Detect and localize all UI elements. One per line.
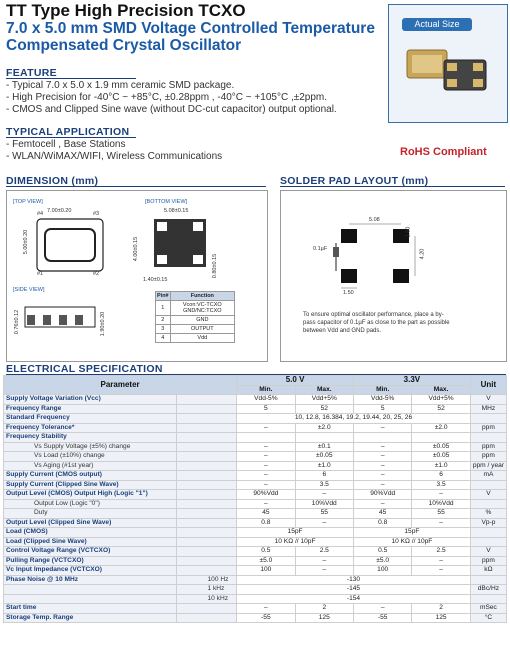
value-cell: – bbox=[353, 423, 411, 433]
side-total-dim: 1.90±0.20 bbox=[100, 311, 107, 337]
unit-cell: MHz bbox=[470, 404, 506, 414]
table-row bbox=[4, 490, 507, 500]
param-cell: Vs Load (±10%) change bbox=[4, 452, 177, 462]
value-cell: – bbox=[353, 604, 411, 614]
unit-cell: V bbox=[470, 490, 506, 500]
pin-table bbox=[155, 291, 235, 343]
param-cell: Supply Voltage Variation (Vcc) bbox=[4, 395, 177, 405]
unit-cell bbox=[470, 537, 506, 547]
value-cell: – bbox=[353, 480, 411, 490]
table-row bbox=[4, 461, 507, 471]
value-cell: – bbox=[237, 442, 295, 452]
param-cell: Supply Current (Clipped Sine Wave) bbox=[4, 480, 177, 490]
table-row bbox=[4, 442, 507, 452]
value-cell: ±0.05 bbox=[295, 452, 353, 462]
value-cell: 90%Vdd bbox=[353, 490, 411, 500]
param-cell: Supply Current (CMOS output) bbox=[4, 471, 177, 481]
param-cell bbox=[177, 471, 237, 481]
unit-cell: mSec bbox=[470, 604, 506, 614]
param-cell bbox=[177, 547, 237, 557]
value-cell: – bbox=[237, 423, 295, 433]
value-cell: – bbox=[237, 452, 295, 462]
feature-heading: FEATURE bbox=[6, 67, 57, 79]
value-cell: ±1.0 bbox=[295, 461, 353, 471]
bottom-pad2-dim: 0.80±0.15 bbox=[212, 253, 219, 279]
table-row bbox=[4, 404, 507, 414]
spec-body bbox=[4, 395, 507, 623]
unit-cell bbox=[470, 528, 506, 538]
param-cell bbox=[177, 528, 237, 538]
param-cell bbox=[177, 395, 237, 405]
value-cell: ±2.0 bbox=[412, 423, 470, 433]
param-cell bbox=[177, 613, 237, 623]
pin-cell: 4 bbox=[156, 334, 171, 343]
value-cell bbox=[237, 433, 295, 443]
value-cell: 55 bbox=[412, 509, 470, 519]
table-row bbox=[4, 613, 507, 623]
value-cell: 125 bbox=[295, 613, 353, 623]
unit-cell bbox=[470, 433, 506, 443]
param-cell: Start time bbox=[4, 604, 177, 614]
param-cell: Frequency Range bbox=[4, 404, 177, 414]
value-cell: – bbox=[412, 556, 470, 566]
unit-cell: ppm bbox=[470, 452, 506, 462]
param-cell: Duty bbox=[4, 509, 177, 519]
param-cell bbox=[177, 604, 237, 614]
function-head: Function bbox=[170, 292, 234, 301]
value-cell: – bbox=[295, 566, 353, 576]
feature-item: - High Precision for -40°C ~ +85°C, ±0.28ppm , -40°C ~ +105°C ,±2ppm. bbox=[6, 92, 328, 103]
max-header: Max. bbox=[412, 385, 470, 395]
value-cell: 2 bbox=[295, 604, 353, 614]
application-item: - Femtocell , Base Stations bbox=[6, 139, 126, 150]
table-row bbox=[4, 518, 507, 528]
param-cell bbox=[177, 433, 237, 443]
param-cell bbox=[177, 518, 237, 528]
capacitor-label: 0.1µF bbox=[313, 246, 328, 252]
param-cell bbox=[177, 509, 237, 519]
max-header: Max. bbox=[295, 385, 353, 395]
value-cell: ±5.0 bbox=[237, 556, 295, 566]
value-cell: 5 bbox=[237, 404, 295, 414]
bottom-pad-dim: 1.40±0.15 bbox=[143, 277, 168, 283]
value-cell: – bbox=[237, 471, 295, 481]
value-cell: – bbox=[295, 518, 353, 528]
value-cell: 2.5 bbox=[295, 547, 353, 557]
value-cell: -145 bbox=[237, 585, 471, 595]
value-cell: ±1.0 bbox=[412, 461, 470, 471]
value-cell: Vdd-5% bbox=[237, 395, 295, 405]
page-title: TT Type High Precision TCXO bbox=[6, 1, 246, 20]
param-header: Parameter bbox=[4, 376, 237, 395]
function-cell: OUTPUT bbox=[170, 325, 234, 334]
table-row bbox=[4, 509, 507, 519]
unit-cell bbox=[470, 480, 506, 490]
bottom-view-label: [BOTTOM VIEW] bbox=[145, 199, 188, 205]
pin-cell: 1 bbox=[156, 301, 171, 316]
table-row bbox=[4, 594, 507, 604]
dimension-panel bbox=[6, 190, 268, 362]
dimension-heading: DIMENSION (mm) bbox=[6, 175, 99, 187]
actual-size-badge: Actual Size bbox=[402, 18, 472, 31]
table-row bbox=[4, 433, 507, 443]
value-cell: 2 bbox=[412, 604, 470, 614]
table-row bbox=[4, 423, 507, 433]
v5-header: 5.0 V bbox=[237, 376, 354, 386]
value-cell: 15pF bbox=[353, 528, 470, 538]
value-cell: – bbox=[412, 566, 470, 576]
param-cell bbox=[4, 585, 177, 595]
param-cell: 100 Hz bbox=[177, 575, 237, 585]
value-cell: 10 KΩ // 10pF bbox=[353, 537, 470, 547]
table-row bbox=[4, 480, 507, 490]
param-cell: Vs Supply Voltage (±5%) change bbox=[4, 442, 177, 452]
value-cell: – bbox=[353, 442, 411, 452]
value-cell: -55 bbox=[237, 613, 295, 623]
pin-cell: 3 bbox=[156, 325, 171, 334]
electrical-heading: ELECTRICAL SPECIFICATION bbox=[6, 363, 163, 375]
value-cell: – bbox=[237, 480, 295, 490]
param-cell bbox=[177, 480, 237, 490]
table-row bbox=[4, 499, 507, 509]
function-cell: Vdd bbox=[170, 334, 234, 343]
value-cell: 10 KΩ // 10pF bbox=[237, 537, 354, 547]
table-row bbox=[4, 452, 507, 462]
param-cell: Phase Noise @ 10 MHz bbox=[4, 575, 177, 585]
value-cell: 2.5 bbox=[412, 547, 470, 557]
value-cell: – bbox=[237, 461, 295, 471]
value-cell: 52 bbox=[412, 404, 470, 414]
solder-note: To ensure optimal oscillator performance, place a by-pass capacitor of 0.1µF as close to the part as possible between Vdd and GND pads. bbox=[303, 312, 450, 334]
value-cell: – bbox=[353, 471, 411, 481]
value-cell: 52 bbox=[295, 404, 353, 414]
value-cell bbox=[295, 433, 353, 443]
param-cell: Control Voltage Range (VCTCXO) bbox=[4, 547, 177, 557]
bottom-height-dim: 4.00±0.15 bbox=[133, 236, 140, 262]
function-cell: Vcon:VC-TCXO GND/NC:TCXO bbox=[170, 301, 234, 316]
side-height-dim: 0.76±0.12 bbox=[14, 309, 21, 335]
rohs-compliant: RoHS Compliant bbox=[400, 146, 487, 158]
value-cell: – bbox=[353, 452, 411, 462]
solder-height-dim: 4.20 bbox=[419, 248, 426, 260]
param-cell: Vc Input Impedance (VCTCXO) bbox=[4, 566, 177, 576]
value-cell: – bbox=[412, 518, 470, 528]
value-cell: 10, 12.8, 16.384, 19.2, 19.44, 20, 25, 26 bbox=[237, 414, 471, 424]
table-row bbox=[4, 528, 507, 538]
dimension-underline bbox=[6, 186, 266, 187]
value-cell: 10%Vdd bbox=[412, 499, 470, 509]
param-cell: Frequency Stability bbox=[4, 433, 177, 443]
pin-3-label: #3 bbox=[93, 211, 100, 217]
param-cell bbox=[177, 499, 237, 509]
value-cell: 0.8 bbox=[237, 518, 295, 528]
param-cell: Pulling Range (VCTCXO) bbox=[4, 556, 177, 566]
unit-cell: Vp-p bbox=[470, 518, 506, 528]
unit-header: Unit bbox=[470, 376, 506, 395]
solder-width-dim: 5.08 bbox=[369, 217, 380, 223]
electrical-spec-table bbox=[3, 375, 507, 623]
unit-cell: dBc/Hz bbox=[470, 585, 506, 595]
unit-cell: ppm bbox=[470, 556, 506, 566]
param-cell: 10 kHz bbox=[177, 594, 237, 604]
v33-header: 3.3V bbox=[353, 376, 470, 386]
pin-4-label: #4 bbox=[37, 211, 44, 217]
unit-cell: kΩ bbox=[470, 566, 506, 576]
solder-heading: SOLDER PAD LAYOUT (mm) bbox=[280, 175, 429, 187]
value-cell bbox=[412, 433, 470, 443]
param-cell bbox=[4, 594, 177, 604]
value-cell bbox=[353, 433, 411, 443]
min-header: Min. bbox=[353, 385, 411, 395]
value-cell: 100 bbox=[237, 566, 295, 576]
value-cell: 0.8 bbox=[353, 518, 411, 528]
unit-cell bbox=[470, 575, 506, 585]
param-cell: Storage Temp. Range bbox=[4, 613, 177, 623]
value-cell: 45 bbox=[353, 509, 411, 519]
value-cell: 10%Vdd bbox=[295, 499, 353, 509]
value-cell: 3.5 bbox=[295, 480, 353, 490]
value-cell: 0.5 bbox=[353, 547, 411, 557]
param-cell: 1 kHz bbox=[177, 585, 237, 595]
table-row bbox=[4, 556, 507, 566]
table-row bbox=[4, 604, 507, 614]
value-cell: ±5.0 bbox=[353, 556, 411, 566]
value-cell: 6 bbox=[295, 471, 353, 481]
feature-underline bbox=[6, 78, 136, 79]
param-cell: Output Low (Logic "0") bbox=[4, 499, 177, 509]
unit-cell: °C bbox=[470, 613, 506, 623]
table-row bbox=[4, 471, 507, 481]
value-cell: ±0.1 bbox=[295, 442, 353, 452]
value-cell: ±2.0 bbox=[295, 423, 353, 433]
function-cell: GND bbox=[170, 316, 234, 325]
value-cell: 45 bbox=[237, 509, 295, 519]
unit-cell: V bbox=[470, 547, 506, 557]
min-header: Min. bbox=[237, 385, 295, 395]
param-cell bbox=[177, 442, 237, 452]
param-cell: Frequency Tolerance* bbox=[4, 423, 177, 433]
value-cell: 90%Vdd bbox=[237, 490, 295, 500]
pin-cell: 2 bbox=[156, 316, 171, 325]
pin-1-label: #1 bbox=[37, 271, 44, 277]
param-cell bbox=[177, 490, 237, 500]
feature-item: - Typical 7.0 x 5.0 x 1.9 mm ceramic SMD package. bbox=[6, 80, 235, 91]
table-row bbox=[4, 585, 507, 595]
unit-cell: ppm bbox=[470, 423, 506, 433]
pin-head: Pin# bbox=[157, 293, 169, 299]
solder-pad-dim: 1.50 bbox=[343, 290, 354, 296]
value-cell: 15pF bbox=[237, 528, 354, 538]
value-cell: ±0.05 bbox=[412, 452, 470, 462]
solder-panel bbox=[280, 190, 507, 362]
pin-2-label: #2 bbox=[93, 271, 100, 277]
param-cell: Load (CMOS) bbox=[4, 528, 177, 538]
param-cell: Output Level (CMOS) Output High (Logic "1") bbox=[4, 490, 177, 500]
param-cell: Load (Clipped Sine Wave) bbox=[4, 537, 177, 547]
unit-cell bbox=[470, 499, 506, 509]
value-cell: – bbox=[353, 461, 411, 471]
value-cell: -55 bbox=[353, 613, 411, 623]
value-cell: – bbox=[353, 499, 411, 509]
value-cell: 6 bbox=[412, 471, 470, 481]
top-width-dim: 7.00±0.20 bbox=[47, 208, 72, 214]
unit-cell bbox=[470, 414, 506, 424]
value-cell: – bbox=[237, 604, 295, 614]
page-subtitle: 7.0 x 5.0 mm SMD Voltage Controlled Temperature Compensated Crystal Oscillator bbox=[6, 20, 375, 54]
value-cell: – bbox=[237, 499, 295, 509]
top-view-label: [TOP VIEW] bbox=[13, 199, 43, 205]
top-height-dim: 5.00±0.20 bbox=[23, 229, 30, 255]
solder-pad-drawing bbox=[281, 191, 506, 361]
value-cell: Vdd+5% bbox=[295, 395, 353, 405]
table-row bbox=[4, 414, 507, 424]
value-cell: – bbox=[295, 490, 353, 500]
bottom-width-dim: 5.08±0.15 bbox=[164, 208, 189, 214]
table-row bbox=[4, 537, 507, 547]
param-cell bbox=[177, 556, 237, 566]
value-cell: – bbox=[295, 556, 353, 566]
value-cell: 55 bbox=[295, 509, 353, 519]
unit-cell: V bbox=[470, 395, 506, 405]
param-cell bbox=[177, 404, 237, 414]
param-cell bbox=[177, 414, 237, 424]
param-cell bbox=[177, 537, 237, 547]
value-cell: Vdd-5% bbox=[353, 395, 411, 405]
value-cell: – bbox=[412, 490, 470, 500]
solder-underline bbox=[280, 186, 505, 187]
value-cell: 125 bbox=[412, 613, 470, 623]
unit-cell bbox=[470, 594, 506, 604]
application-underline bbox=[6, 137, 136, 138]
value-cell: -130 bbox=[237, 575, 471, 585]
param-cell: Output Level (Clipped Sine Wave) bbox=[4, 518, 177, 528]
solder-pad-width-dim: 1.50 bbox=[405, 226, 412, 238]
unit-cell: mA bbox=[470, 471, 506, 481]
value-cell: 100 bbox=[353, 566, 411, 576]
param-cell bbox=[177, 423, 237, 433]
value-cell: -154 bbox=[237, 594, 471, 604]
unit-cell: ppm bbox=[470, 442, 506, 452]
application-heading: TYPICAL APPLICATION bbox=[6, 126, 130, 138]
unit-cell: % bbox=[470, 509, 506, 519]
param-cell: Vs Aging (#1st year) bbox=[4, 461, 177, 471]
param-cell bbox=[177, 461, 237, 471]
param-cell bbox=[177, 452, 237, 462]
value-cell: ±0.05 bbox=[412, 442, 470, 452]
value-cell: 3.5 bbox=[412, 480, 470, 490]
param-cell bbox=[177, 566, 237, 576]
value-cell: 0.5 bbox=[237, 547, 295, 557]
table-row bbox=[4, 547, 507, 557]
value-cell: 5 bbox=[353, 404, 411, 414]
table-row bbox=[4, 395, 507, 405]
feature-item: - CMOS and Clipped Sine wave (without DC-cut capacitor) output optional. bbox=[6, 104, 337, 115]
application-item: - WLAN/WiMAX/WIFI, Wireless Communications bbox=[6, 151, 223, 162]
value-cell: Vdd+5% bbox=[412, 395, 470, 405]
table-row bbox=[4, 575, 507, 585]
table-row bbox=[4, 566, 507, 576]
unit-cell: ppm / year bbox=[470, 461, 506, 471]
param-cell: Standard Frequency bbox=[4, 414, 177, 424]
side-view-label: [SIDE VIEW] bbox=[13, 287, 45, 293]
